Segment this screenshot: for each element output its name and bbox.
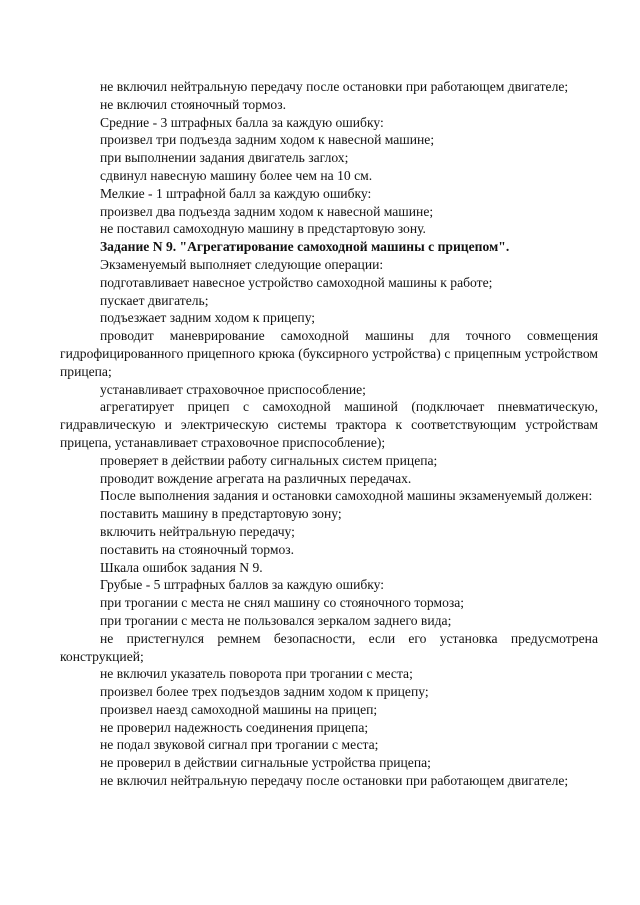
- paragraph: не проверил надежность соединения прицепа;: [100, 719, 369, 735]
- paragraph: при трогании с места не пользовался зеркалом заднего вида;: [100, 612, 452, 628]
- paragraph: включить нейтральную передачу;: [100, 523, 295, 539]
- paragraph: проводит вождение агрегата на различных передачах.: [100, 470, 412, 486]
- paragraph: при выполнении задания двигатель заглох;: [100, 150, 349, 166]
- paragraph: не включил стояночный тормоз.: [100, 96, 286, 112]
- paragraph: не пристегнулся ремнем безопасности, если его установка предусмотрена конструкцией;: [60, 630, 598, 664]
- paragraph: поставить на стояночный тормоз.: [100, 541, 295, 557]
- paragraph: Шкала ошибок задания N 9.: [100, 559, 263, 575]
- paragraph: произвел более трех подъездов задним ходом к прицепу;: [100, 684, 429, 700]
- paragraph: не проверил в действии сигнальные устройства прицепа;: [100, 755, 431, 771]
- paragraph: подготавливает навесное устройство самоходной машины к работе;: [100, 274, 493, 290]
- paragraph: пускает двигатель;: [100, 292, 209, 308]
- paragraph: Грубые - 5 штрафных баллов за каждую ошибку:: [100, 577, 385, 593]
- paragraph: агрегатирует прицеп с самоходной машиной (подключает пневматическую, гидравлическую и электрическую системы трактора к соответствующим устройствам прицепа, устанавливает страховочное приспособление);: [60, 399, 598, 450]
- paragraph: не включил нейтральную передачу после остановки при работающем двигателе;: [100, 773, 569, 789]
- paragraph: Экзаменуемый выполняет следующие операции:: [100, 256, 384, 272]
- document-page: [60, 78, 598, 790]
- paragraph: устанавливает страховочное приспособление;: [100, 381, 366, 397]
- paragraph: не поставил самоходную машину в предстартовую зону.: [100, 221, 426, 237]
- paragraph: Средние - 3 штрафных балла за каждую ошибку:: [100, 114, 384, 130]
- paragraph: После выполнения задания и остановки самоходной машины экзаменуемый должен:: [100, 488, 593, 504]
- paragraph: поставить машину в предстартовую зону;: [100, 506, 342, 522]
- paragraph: при трогании с места не снял машину со стояночного тормоза;: [100, 595, 465, 611]
- section-heading: Задание N 9. "Агрегатирование самоходной машины с прицепом".: [100, 239, 510, 255]
- paragraph: проводит маневрирование самоходной машины для точного совмещения гидрофицированного прицепного крюка (буксирного устройства) с прицепным устройством прицепа;: [60, 328, 598, 379]
- paragraph: произвел три подъезда задним ходом к навесной машине;: [100, 132, 435, 148]
- paragraph: не включил нейтральную передачу после остановки при работающем двигателе;: [100, 79, 569, 94]
- paragraph: произвел два подъезда задним ходом к навесной машине;: [100, 203, 434, 219]
- paragraph: проверяет в действии работу сигнальных систем прицепа;: [100, 452, 438, 468]
- paragraph: не подал звуковой сигнал при трогании с места;: [100, 737, 379, 753]
- paragraph: сдвинул навесную машину более чем на 10 см.: [100, 167, 373, 183]
- paragraph: произвел наезд самоходной машины на прицеп;: [100, 701, 378, 717]
- paragraph: подъезжает задним ходом к прицепу;: [100, 310, 316, 326]
- paragraph: Мелкие - 1 штрафной балл за каждую ошибку:: [100, 185, 372, 201]
- paragraph: не включил указатель поворота при трогании с места;: [100, 666, 413, 682]
